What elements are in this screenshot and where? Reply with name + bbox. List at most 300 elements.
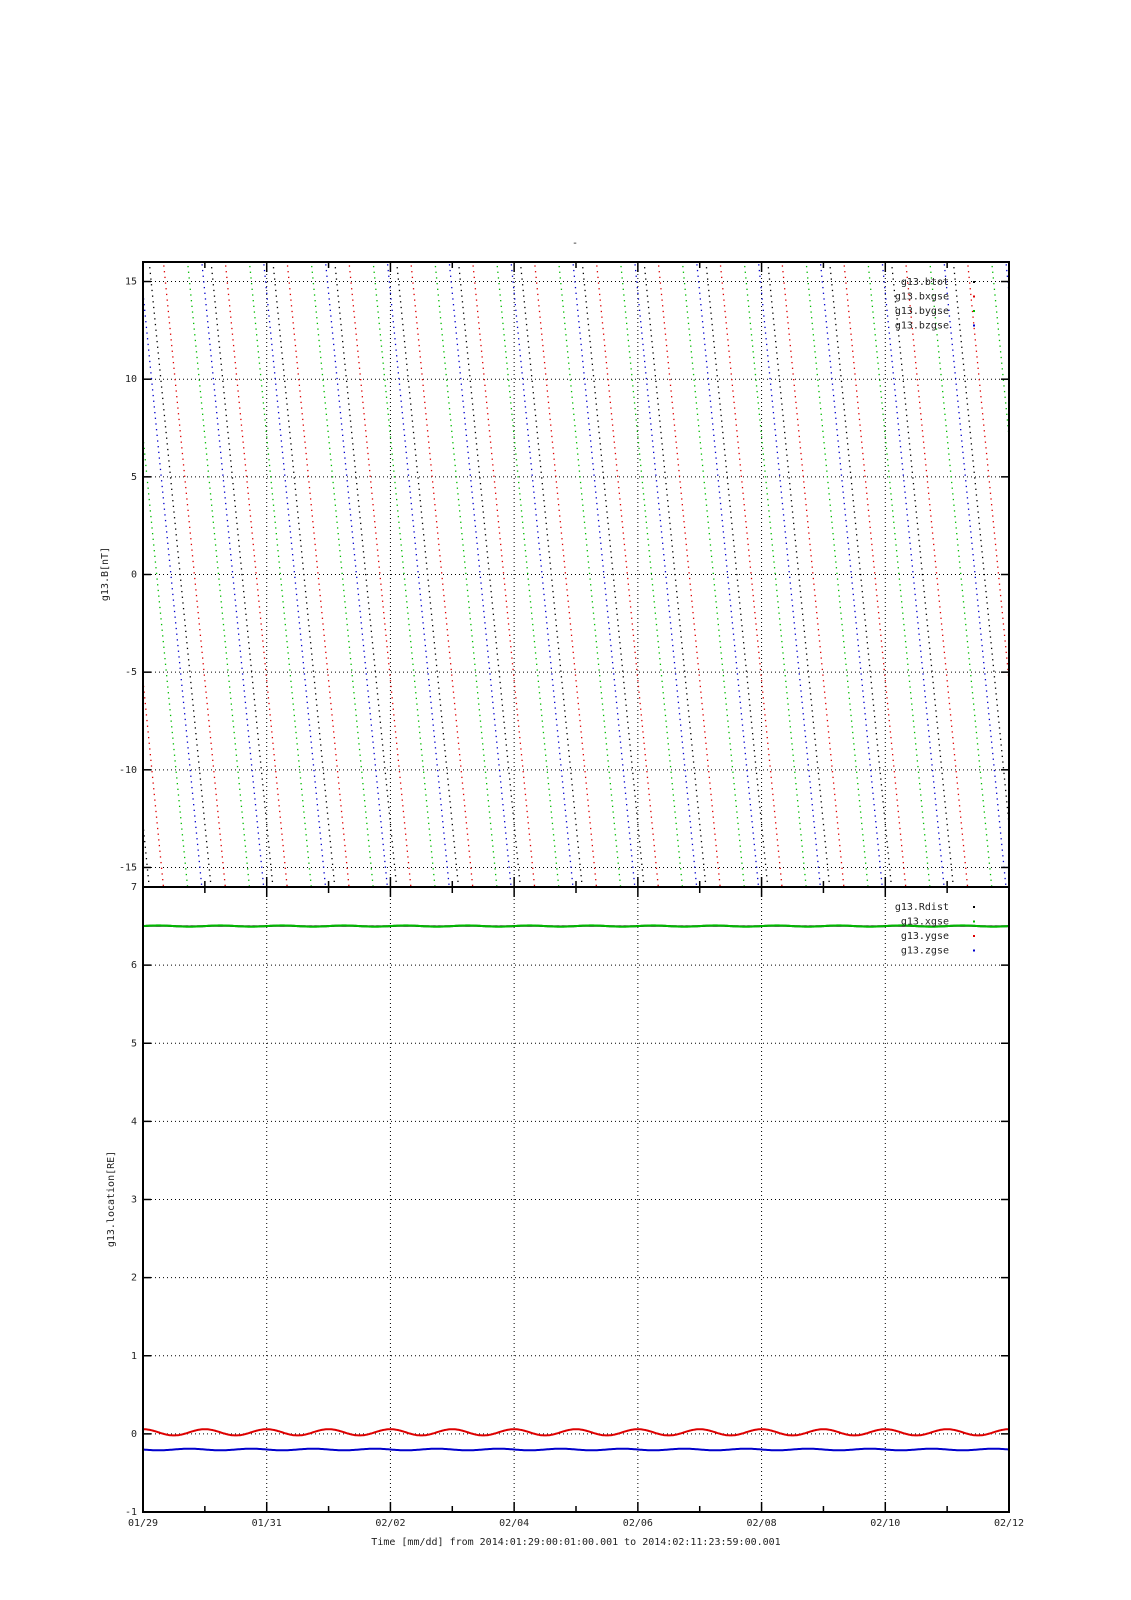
g13-btot-point [490,585,491,586]
g13-bxgse-point [555,476,556,477]
g13-bygse-point [462,544,463,545]
g13-btot-point [261,773,262,774]
g13-bxgse-point [642,731,643,732]
g13-bygse-point [190,294,191,295]
g13-bxgse-point [976,351,977,352]
g13-btot-point [947,824,948,825]
g13-bygse-point [766,488,767,489]
g13-bxgse-point [596,885,597,886]
g13-bygse-point [236,755,237,756]
g13-bygse-point [508,380,509,381]
g13-bzgse-point [183,702,184,703]
g13-bygse-point [755,374,756,375]
g13-bygse-point [507,368,508,369]
g13-bxgse-point [916,368,917,369]
g13-bygse-point [780,624,781,625]
g13-btot-point [317,710,318,711]
g13-bygse-point [840,613,841,614]
g13-btot-point [425,551,426,552]
g13-bzgse-point [317,804,318,805]
g13-bxgse-point [514,686,515,687]
g13-bxgse-point [972,317,973,318]
g13-bxgse-point [424,396,425,397]
g13-bxgse-point [244,459,245,460]
g13-bzgse-point [226,509,227,510]
g13-bygse-point [184,857,185,858]
g13-bygse-point [359,755,360,756]
g13-bxgse-point [858,407,859,408]
g13-bxgse-point [994,538,995,539]
g13-bygse-point [864,851,865,852]
g13-bxgse-point [302,419,303,420]
g13-bzgse-point [192,798,193,799]
g13-bzgse-point [200,872,201,873]
g13-bxgse-point [810,549,811,550]
g13-bygse-point [810,306,811,307]
g13-btot-point [562,688,563,689]
g13-bygse-point [506,363,507,364]
g13-bzgse-point [146,327,147,328]
g13-bygse-point [524,539,525,540]
g13-bygse-point [676,828,677,829]
g13-bxgse-point [245,464,246,465]
g13-btot-point [295,489,296,490]
g13-bxgse-point [219,828,220,829]
g13-bxgse-point [221,845,222,846]
g13-bxgse-point [487,413,488,414]
g13-bygse-point [620,266,621,267]
g13-btot-point [162,392,163,393]
g13-btot-point [305,597,306,598]
g13-bxgse-point [174,379,175,380]
g13-bxgse-point [704,731,705,732]
g13-btot-point [539,455,540,456]
g13-bygse-point [663,692,664,693]
g13-bygse-point [993,283,994,284]
g13-btot-point [486,545,487,546]
g13-bygse-point [634,402,635,403]
g13-bygse-point [623,289,624,290]
g13-bygse-point [771,539,772,540]
g13-btot-point [793,523,794,524]
g13-bxgse-point [672,402,673,403]
g13-btot-point [754,750,755,751]
g13-bygse-point [787,703,788,704]
g13-bygse-point [843,641,844,642]
g13-btot-point [482,506,483,507]
g13-btot-point [385,773,386,774]
g13-btot-point [365,568,366,569]
g13-btot-point [868,659,869,660]
g13-bygse-point [487,794,488,795]
g13-bzgse-point [341,429,342,430]
g13-bygse-point [739,840,740,841]
g13-btot-point [661,443,662,444]
g13-bxgse-point [384,623,385,624]
g13-bygse-point [858,794,859,795]
g13-btot-point [542,489,543,490]
g13-btot-point [692,750,693,751]
g13-bxgse-point [808,527,809,528]
g13-bygse-point [146,470,147,471]
g13-bygse-point [745,272,746,273]
g13-btot-point [481,500,482,501]
g13-bxgse-point [196,601,197,602]
g13-bxgse-point [366,436,367,437]
g13-bygse-point [496,880,497,881]
g13-btot-point [444,750,445,751]
g13-bxgse-point [365,430,366,431]
g13-bzgse-point [331,321,332,322]
g13-btot-point [577,835,578,836]
g13-bxgse-point [810,555,811,556]
g13-bygse-point [258,351,259,352]
g13-bxgse-point [247,487,248,488]
g13-bygse-point [972,698,973,699]
g13-bygse-point [291,686,292,687]
g13-btot-point [790,489,791,490]
g13-bxgse-point [254,561,255,562]
g13-bxgse-point [381,589,382,590]
g13-bxgse-point [467,834,468,835]
g13-btot-point [411,409,412,410]
g13-bygse-point [607,755,608,756]
g13-bxgse-point [803,481,804,482]
g13-bygse-point [482,743,483,744]
g13-btot-point [472,403,473,404]
g13-bygse-point [182,840,183,841]
g13-bxgse-point [881,646,882,647]
g13-bygse-point [148,493,149,494]
g13-bxgse-point [985,447,986,448]
g13-btot-point [642,875,643,876]
g13-btot-point [630,750,631,751]
g13-bygse-point [802,851,803,852]
g13-bzgse-point [195,827,196,828]
g13-btot-point [569,761,570,762]
g13-bxgse-point [774,811,775,812]
g13-bxgse-point [694,629,695,630]
g13-bygse-point [974,709,975,710]
g13-btot-point [510,784,511,785]
g13-btot-point [587,318,588,319]
g13-bygse-point [231,703,232,704]
g13-bzgse-point [208,327,209,328]
g13-bygse-point [528,578,529,579]
g13-btot-point [717,381,718,382]
g13-bygse-point [352,681,353,682]
g13-btot-point [646,284,647,285]
g13-bxgse-point [506,606,507,607]
g13-btot-point [285,392,286,393]
g13-btot-point [455,858,456,859]
g13-btot-point [271,869,272,870]
g13-btot-point [181,591,182,592]
g13-btot-point [889,869,890,870]
g13-bxgse-point [362,402,363,403]
g13-btot-point [422,528,423,529]
g13-bzgse-point [183,707,184,708]
g13-btot-point [369,614,370,615]
g13-btot-point [908,432,909,433]
g13-btot-point [1007,807,1008,808]
g13-bxgse-point [364,419,365,420]
g13-bxgse-point [588,811,589,812]
g13-bxgse-point [174,373,175,374]
g13-btot-point [857,545,858,546]
g13-bxgse-point [589,822,590,823]
g13-btot-point [831,284,832,285]
g13-bxgse-point [402,799,403,800]
g13-bygse-point [357,732,358,733]
g13-btot-point [778,369,779,370]
g13-bygse-point [466,578,467,579]
g13-bxgse-point [723,294,724,295]
g13-bzgse-point [167,537,168,538]
g13-bxgse-point [307,470,308,471]
g13-bxgse-point [772,794,773,795]
g13-btot-point [290,443,291,444]
g13-bygse-point [164,652,165,653]
g13-btot-point [780,392,781,393]
g13-btot-point [260,767,261,768]
g13-bzgse-point [272,355,273,356]
g13-bxgse-point [380,578,381,579]
g13-bxgse-point [812,572,813,573]
g13-bygse-point [738,834,739,835]
g13-bxgse-point [405,834,406,835]
g13-bxgse-point [281,834,282,835]
g13-bzgse-point [327,281,328,282]
g13-bxgse-point [465,817,466,818]
g13-bxgse-point [263,646,264,647]
g13-bygse-point [557,880,558,881]
g13-bxgse-point [165,282,166,283]
g13-bxgse-point [592,845,593,846]
g13-btot-point [880,773,881,774]
g13-bygse-point [672,789,673,790]
g13-btot-point [853,506,854,507]
g13-bygse-point [210,499,211,500]
g13-btot-point [863,608,864,609]
g13-btot-point [857,540,858,541]
g13-btot-point [666,489,667,490]
g13-btot-point [839,358,840,359]
g13-btot-point [816,750,817,751]
g13-btot-point [755,761,756,762]
g13-btot-point [997,705,998,706]
g13-bzgse-point [246,713,247,714]
g13-bzgse-point [273,367,274,368]
g13-bzgse-point [341,423,342,424]
g13-bygse-point [724,692,725,693]
g13-bzgse-point [257,827,258,828]
g13-btot-point [783,420,784,421]
g13-bxgse-point [494,481,495,482]
g13-bygse-point [447,391,448,392]
g13-btot-point [760,818,761,819]
g13-btot-point [188,659,189,660]
g13-btot-point [698,813,699,814]
g13-bygse-point [417,715,418,716]
g13-bxgse-point [309,493,310,494]
g13-bygse-point [440,323,441,324]
g13-bygse-point [749,311,750,312]
g13-btot-point [957,307,958,308]
g13-bygse-point [150,510,151,511]
g13-btot-point [192,705,193,706]
g13-btot-point [584,284,585,285]
g13-bxgse-point [864,470,865,471]
g13-btot-point [804,631,805,632]
g13-btot-point [936,722,937,723]
g13-bxgse-point [416,317,417,318]
g13-bzgse-point [209,338,210,339]
g13-bxgse-point [550,419,551,420]
g13-bxgse-point [637,674,638,675]
g13-bxgse-point [336,765,337,766]
g13-bxgse-point [533,879,534,880]
g13-bxgse-point [341,817,342,818]
g13-bygse-point [825,459,826,460]
g13-btot-point [144,841,145,842]
g13-bygse-point [710,550,711,551]
g13-bzgse-point [217,423,218,424]
g13-bxgse-point [645,754,646,755]
g13-bxgse-point [743,498,744,499]
g13-bygse-point [850,709,851,710]
g13-bzgse-point [300,639,301,640]
g13-bxgse-point [685,538,686,539]
g13-btot-point [814,739,815,740]
g13-bxgse-point [587,799,588,800]
g13-bygse-point [492,840,493,841]
g13-bxgse-point [741,481,742,482]
g13-btot-point [663,455,664,456]
g13-btot-point [446,767,447,768]
g13-bzgse-point [314,781,315,782]
g13-btot-point [651,341,652,342]
g13-bygse-point [516,459,517,460]
g13-bzgse-point [218,435,219,436]
g13-bxgse-point [199,623,200,624]
g13-bzgse-point [301,645,302,646]
g13-btot-point [417,477,418,478]
g13-bxgse-point [441,572,442,573]
g13-bzgse-point [295,588,296,589]
g13-bxgse-point [475,294,476,295]
g13-bygse-point [209,488,210,489]
g13-btot-point [568,750,569,751]
g13-bygse-point [785,681,786,682]
g13-bygse-point [896,550,897,551]
g13-bygse-point [235,749,236,750]
g13-bygse-point [734,789,735,790]
g13-bygse-point [813,340,814,341]
g13-btot-point [941,767,942,768]
g13-bxgse-point [866,493,867,494]
g13-btot-point [832,290,833,291]
g13-bxgse-point [941,629,942,630]
g13-btot-point [334,881,335,882]
g13-bxgse-point [646,771,647,772]
g13-btot-point [600,443,601,444]
g13-btot-point [479,477,480,478]
g13-bxgse-point [641,714,642,715]
g13-bxgse-point [619,493,620,494]
g13-btot-point [889,864,890,865]
g13-bygse-point [325,402,326,403]
g13-bxgse-point [173,368,174,369]
g13-btot-point [146,864,147,865]
g13-bygse-point [658,647,659,648]
g13-bxgse-point [496,498,497,499]
g13-bygse-point [691,357,692,358]
g13-btot-point [309,631,310,632]
g13-bzgse-point [197,844,198,845]
g13-bxgse-point [256,578,257,579]
g13-btot-point [954,278,955,279]
g13-bxgse-point [501,555,502,556]
g13-btot-point [776,352,777,353]
g13-bxgse-point [485,396,486,397]
g13-bygse-point [588,567,589,568]
g13-bxgse-point [985,442,986,443]
g13-bygse-point [438,294,439,295]
g13-btot-point [267,835,268,836]
g13-btot-point [541,472,542,473]
g13-bzgse-point [228,537,229,538]
g13-bygse-point [966,635,967,636]
g13-bygse-point [943,397,944,398]
g13-bygse-point [238,777,239,778]
g13-bygse-point [762,448,763,449]
g13-bxgse-point [716,851,717,852]
g13-bygse-point [213,522,214,523]
g13-bygse-point [967,641,968,642]
g13-bxgse-point [549,413,550,414]
g13-btot-point [985,591,986,592]
g13-btot-point [288,420,289,421]
g13-bxgse-point [934,555,935,556]
g13-bxgse-point [340,799,341,800]
g13-bzgse-point [147,344,148,345]
g13-bygse-point [859,800,860,801]
g13-bxgse-point [903,868,904,869]
g13-btot-point [713,341,714,342]
g13-bygse-point [879,374,880,375]
g13-bxgse-point [667,356,668,357]
g13-bygse-point [430,840,431,841]
g13-bxgse-point [775,822,776,823]
g13-bygse-point [745,277,746,278]
g13-btot-point [647,295,648,296]
g13-bygse-point [847,681,848,682]
g13-btot-point [962,352,963,353]
g13-bygse-point [756,391,757,392]
g13-bxgse-point [272,743,273,744]
g13-bxgse-point [478,317,479,318]
g13-bxgse-point [412,277,413,278]
g13-btot-point [625,705,626,706]
g13-btot-point [713,335,714,336]
g13-btot-point [659,420,660,421]
g13-btot-point [499,682,500,683]
g13-bygse-point [334,493,335,494]
g13-bxgse-point [468,845,469,846]
g13-btot-point [737,585,738,586]
g13-bxgse-point [845,277,846,278]
